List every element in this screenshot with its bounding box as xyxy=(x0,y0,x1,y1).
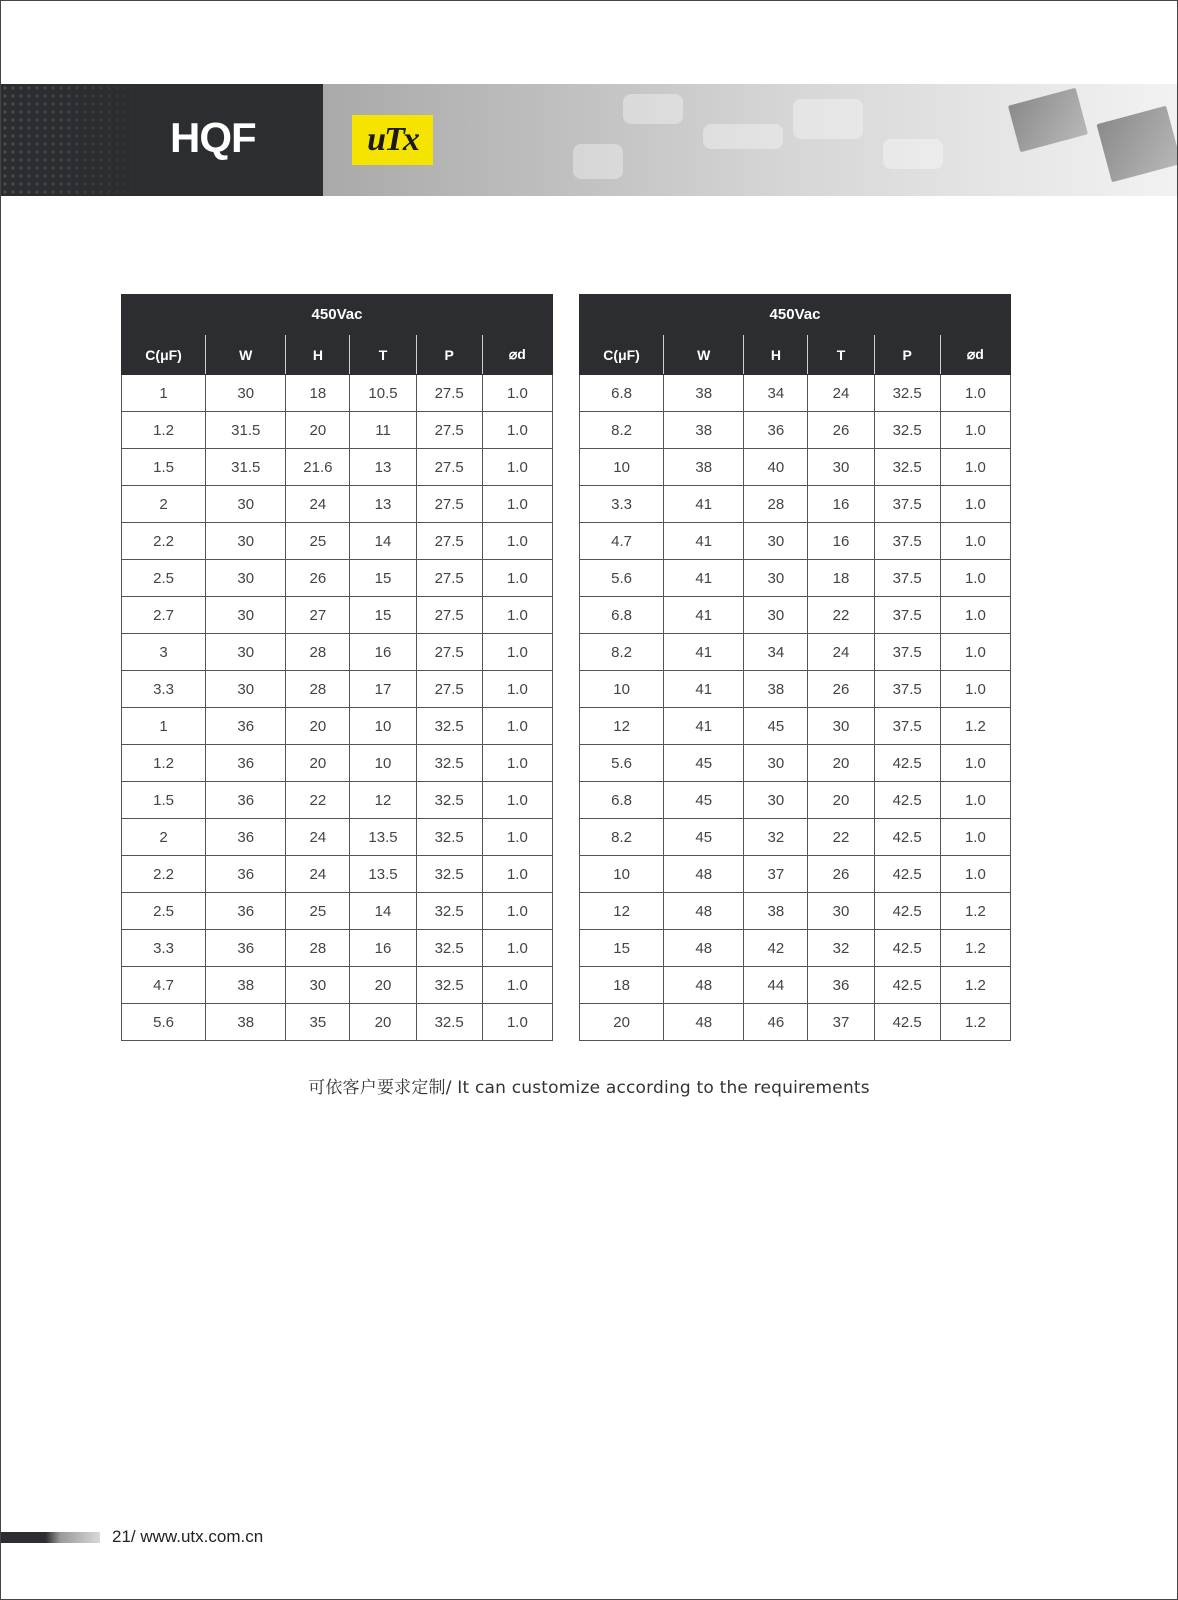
table-cell: 41 xyxy=(664,634,744,671)
table-cell: 11 xyxy=(350,412,416,449)
table-cell: 38 xyxy=(744,893,808,930)
table-cell: 13 xyxy=(350,449,416,486)
table-cell: 3.3 xyxy=(122,930,206,967)
spec-table-right xyxy=(579,294,1011,1041)
table-cell: 1.0 xyxy=(940,856,1010,893)
table-cell: 45 xyxy=(664,782,744,819)
table-cell: 2.2 xyxy=(122,523,206,560)
table-cell: 41 xyxy=(664,708,744,745)
table-cell: 4.7 xyxy=(580,523,664,560)
table-cell: 18 xyxy=(580,967,664,1004)
table-cell: 38 xyxy=(744,671,808,708)
table-row xyxy=(122,375,553,412)
table-cell: 24 xyxy=(808,375,874,412)
column-header-row xyxy=(122,335,553,375)
table-cell: 20 xyxy=(350,1004,416,1041)
table-cell: 1.0 xyxy=(482,412,552,449)
table-cell: 1.0 xyxy=(482,782,552,819)
table-cell: 30 xyxy=(286,967,350,1004)
table-cell: 16 xyxy=(350,634,416,671)
table-row xyxy=(122,856,553,893)
table-cell: 1.0 xyxy=(482,967,552,1004)
photo-blob xyxy=(623,94,683,124)
table-row xyxy=(122,893,553,930)
table-row xyxy=(122,560,553,597)
column-header: H xyxy=(744,335,808,375)
table-cell: 40 xyxy=(744,449,808,486)
table-cell: 1.0 xyxy=(482,930,552,967)
table-body xyxy=(122,375,553,1041)
table-row xyxy=(580,634,1011,671)
table-row xyxy=(580,449,1011,486)
table-cell: 48 xyxy=(664,930,744,967)
table-cell: 28 xyxy=(744,486,808,523)
table-cell: 10 xyxy=(350,708,416,745)
table-cell: 32.5 xyxy=(416,893,482,930)
table-cell: 1.0 xyxy=(940,782,1010,819)
table-cell: 32.5 xyxy=(416,930,482,967)
table-cell: 36 xyxy=(206,819,286,856)
table-cell: 1.2 xyxy=(122,412,206,449)
table-cell: 1.0 xyxy=(940,449,1010,486)
table-cell: 2 xyxy=(122,486,206,523)
table-cell: 37.5 xyxy=(874,708,940,745)
table-cell: 8.2 xyxy=(580,634,664,671)
table-cell: 36 xyxy=(744,412,808,449)
table-cell: 32.5 xyxy=(874,375,940,412)
table-row xyxy=(580,375,1011,412)
page-title: HQF xyxy=(170,114,256,161)
column-header: W xyxy=(206,335,286,375)
table-cell: 15 xyxy=(350,560,416,597)
table-cell: 30 xyxy=(206,597,286,634)
table-cell: 1.0 xyxy=(940,560,1010,597)
table-cell: 37.5 xyxy=(874,671,940,708)
table-cell: 42 xyxy=(744,930,808,967)
table-row xyxy=(580,597,1011,634)
column-header: W xyxy=(664,335,744,375)
footer-page-url: 21/ www.utx.com.cn xyxy=(112,1527,264,1546)
table-row xyxy=(580,967,1011,1004)
table-cell: 1.0 xyxy=(482,375,552,412)
column-header: P xyxy=(874,335,940,375)
column-header: C(μF) xyxy=(580,335,664,375)
column-header: C(μF) xyxy=(122,335,206,375)
table-row xyxy=(122,634,553,671)
table-cell: 37.5 xyxy=(874,597,940,634)
table-cell: 16 xyxy=(808,486,874,523)
table-cell: 18 xyxy=(286,375,350,412)
table-cell: 10 xyxy=(350,745,416,782)
table-cell: 42.5 xyxy=(874,893,940,930)
table-cell: 25 xyxy=(286,523,350,560)
table-cell: 20 xyxy=(286,412,350,449)
table-cell: 48 xyxy=(664,893,744,930)
table-cell: 36 xyxy=(206,708,286,745)
table-cell: 10.5 xyxy=(350,375,416,412)
table-cell: 27.5 xyxy=(416,634,482,671)
table-cell: 12 xyxy=(580,893,664,930)
table-row xyxy=(580,671,1011,708)
table-cell: 35 xyxy=(286,1004,350,1041)
table-cell: 26 xyxy=(808,412,874,449)
table-cell: 18 xyxy=(808,560,874,597)
table-cell: 30 xyxy=(808,893,874,930)
table-row xyxy=(580,930,1011,967)
table-cell: 30 xyxy=(808,449,874,486)
table-cell: 20 xyxy=(808,745,874,782)
table-cell: 30 xyxy=(744,745,808,782)
table-row xyxy=(122,930,553,967)
table-cell: 1.5 xyxy=(122,782,206,819)
table-cell: 30 xyxy=(744,523,808,560)
table-cell: 15 xyxy=(580,930,664,967)
table-cell: 5.6 xyxy=(122,1004,206,1041)
table-row xyxy=(580,1004,1011,1041)
table-cell: 17 xyxy=(350,671,416,708)
table-cell: 48 xyxy=(664,967,744,1004)
table-cell: 14 xyxy=(350,893,416,930)
table-cell: 32.5 xyxy=(874,449,940,486)
table-row xyxy=(122,523,553,560)
table-cell: 22 xyxy=(808,597,874,634)
column-header: H xyxy=(286,335,350,375)
table-cell: 25 xyxy=(286,893,350,930)
footer-bar xyxy=(1,1532,100,1543)
table-cell: 6.8 xyxy=(580,375,664,412)
capacitor-image xyxy=(1008,88,1088,152)
table-cell: 36 xyxy=(808,967,874,1004)
table-cell: 37 xyxy=(808,1004,874,1041)
table-cell: 30 xyxy=(744,782,808,819)
table-cell: 32 xyxy=(744,819,808,856)
table-cell: 20 xyxy=(808,782,874,819)
table-cell: 3 xyxy=(122,634,206,671)
table-cell: 12 xyxy=(580,708,664,745)
table-cell: 1.0 xyxy=(940,412,1010,449)
table-cell: 38 xyxy=(206,1004,286,1041)
table-cell: 1.2 xyxy=(940,893,1010,930)
table-cell: 24 xyxy=(286,486,350,523)
table-cell: 31.5 xyxy=(206,449,286,486)
table-cell: 34 xyxy=(744,634,808,671)
table-cell: 1.0 xyxy=(940,597,1010,634)
table-cell: 41 xyxy=(664,671,744,708)
table-cell: 36 xyxy=(206,856,286,893)
table-cell: 30 xyxy=(206,634,286,671)
table-row xyxy=(122,745,553,782)
table-cell: 22 xyxy=(286,782,350,819)
table-cell: 8.2 xyxy=(580,412,664,449)
table-cell: 45 xyxy=(664,745,744,782)
column-header: T xyxy=(808,335,874,375)
table-cell: 38 xyxy=(664,449,744,486)
table-cell: 4.7 xyxy=(122,967,206,1004)
table-cell: 36 xyxy=(206,930,286,967)
table-cell: 2 xyxy=(122,819,206,856)
header-banner xyxy=(1,84,1177,196)
table-cell: 20 xyxy=(350,967,416,1004)
table-cell: 34 xyxy=(744,375,808,412)
table-cell: 42.5 xyxy=(874,1004,940,1041)
table-cell: 42.5 xyxy=(874,856,940,893)
column-header-row xyxy=(580,335,1011,375)
column-header: ⌀d xyxy=(482,335,552,375)
table-cell: 12 xyxy=(350,782,416,819)
table-cell: 1.0 xyxy=(482,1004,552,1041)
table-cell: 30 xyxy=(744,560,808,597)
table-row xyxy=(122,819,553,856)
table-cell: 1.0 xyxy=(940,671,1010,708)
table-cell: 30 xyxy=(206,375,286,412)
table-cell: 31.5 xyxy=(206,412,286,449)
table-cell: 1.0 xyxy=(482,449,552,486)
banner-title-panel xyxy=(1,84,323,196)
table-cell: 30 xyxy=(744,597,808,634)
table-cell: 16 xyxy=(808,523,874,560)
table-row xyxy=(122,782,553,819)
table-cell: 27.5 xyxy=(416,412,482,449)
table-cell: 1.2 xyxy=(940,930,1010,967)
table-cell: 6.8 xyxy=(580,782,664,819)
table-cell: 5.6 xyxy=(580,745,664,782)
table-cell: 27.5 xyxy=(416,375,482,412)
table-cell: 41 xyxy=(664,597,744,634)
table-cell: 1.0 xyxy=(940,745,1010,782)
table-cell: 38 xyxy=(206,967,286,1004)
photo-blob xyxy=(703,124,783,149)
table-cell: 37.5 xyxy=(874,486,940,523)
capacitor-image xyxy=(1096,106,1177,183)
table-cell: 37.5 xyxy=(874,560,940,597)
table-row xyxy=(580,523,1011,560)
table-row xyxy=(122,708,553,745)
voltage-header: 450Vac xyxy=(580,295,1011,335)
table-cell: 13 xyxy=(350,486,416,523)
table-cell: 32.5 xyxy=(874,412,940,449)
column-header: ⌀d xyxy=(940,335,1010,375)
table-row xyxy=(580,486,1011,523)
table-cell: 5.6 xyxy=(580,560,664,597)
table-cell: 21.6 xyxy=(286,449,350,486)
table-cell: 27 xyxy=(286,597,350,634)
table-body xyxy=(580,375,1011,1041)
table-cell: 30 xyxy=(808,708,874,745)
table-row xyxy=(580,708,1011,745)
table-cell: 1.2 xyxy=(122,745,206,782)
table-cell: 2.7 xyxy=(122,597,206,634)
table-row xyxy=(122,486,553,523)
table-cell: 1.0 xyxy=(482,671,552,708)
table-cell: 1.0 xyxy=(482,523,552,560)
table-row xyxy=(122,412,553,449)
table-cell: 1.0 xyxy=(482,560,552,597)
table-cell: 24 xyxy=(286,819,350,856)
table-cell: 30 xyxy=(206,560,286,597)
table-cell: 16 xyxy=(350,930,416,967)
table-cell: 8.2 xyxy=(580,819,664,856)
spec-table-left xyxy=(121,294,553,1041)
halftone-pattern xyxy=(1,84,151,196)
table-cell: 44 xyxy=(744,967,808,1004)
table-cell: 38 xyxy=(664,412,744,449)
table-cell: 28 xyxy=(286,671,350,708)
table-cell: 37.5 xyxy=(874,634,940,671)
table-cell: 20 xyxy=(286,745,350,782)
column-header: P xyxy=(416,335,482,375)
table-cell: 1.5 xyxy=(122,449,206,486)
table-cell: 10 xyxy=(580,856,664,893)
table-cell: 46 xyxy=(744,1004,808,1041)
utx-logo: uTx xyxy=(352,115,433,165)
table-cell: 36 xyxy=(206,745,286,782)
table-cell: 32.5 xyxy=(416,1004,482,1041)
banner-photo xyxy=(323,84,1177,196)
table-cell: 45 xyxy=(744,708,808,745)
table-cell: 48 xyxy=(664,1004,744,1041)
table-cell: 3.3 xyxy=(580,486,664,523)
table-cell: 20 xyxy=(580,1004,664,1041)
table-cell: 22 xyxy=(808,819,874,856)
table-row xyxy=(580,893,1011,930)
table-cell: 1.0 xyxy=(482,486,552,523)
table-cell: 6.8 xyxy=(580,597,664,634)
table-cell: 3.3 xyxy=(122,671,206,708)
table-cell: 10 xyxy=(580,449,664,486)
table-cell: 32.5 xyxy=(416,745,482,782)
table-cell: 27.5 xyxy=(416,449,482,486)
table-cell: 26 xyxy=(808,671,874,708)
table-cell: 37 xyxy=(744,856,808,893)
table-cell: 13.5 xyxy=(350,856,416,893)
customization-note: 可依客户要求定制/ It can customize according to the requirements xyxy=(308,1078,870,1098)
photo-blob xyxy=(883,139,943,169)
table-row xyxy=(122,671,553,708)
column-header: T xyxy=(350,335,416,375)
table-cell: 36 xyxy=(206,782,286,819)
table-cell: 27.5 xyxy=(416,597,482,634)
table-cell: 20 xyxy=(286,708,350,745)
table-cell: 1.0 xyxy=(940,634,1010,671)
table-cell: 36 xyxy=(206,893,286,930)
table-row xyxy=(122,449,553,486)
table-row xyxy=(122,597,553,634)
table-cell: 1.2 xyxy=(940,967,1010,1004)
table-cell: 27.5 xyxy=(416,671,482,708)
table-cell: 1.0 xyxy=(482,634,552,671)
table-cell: 1.0 xyxy=(482,597,552,634)
table-cell: 24 xyxy=(286,856,350,893)
table-cell: 1.2 xyxy=(940,708,1010,745)
table-cell: 32.5 xyxy=(416,782,482,819)
table-cell: 27.5 xyxy=(416,523,482,560)
table-cell: 27.5 xyxy=(416,486,482,523)
photo-blob xyxy=(793,99,863,139)
table-cell: 14 xyxy=(350,523,416,560)
table-cell: 1.0 xyxy=(940,486,1010,523)
table-cell: 27.5 xyxy=(416,560,482,597)
table-cell: 28 xyxy=(286,930,350,967)
table-row xyxy=(580,412,1011,449)
table-row xyxy=(580,745,1011,782)
table-cell: 1.0 xyxy=(940,523,1010,560)
table-cell: 41 xyxy=(664,523,744,560)
table-cell: 32.5 xyxy=(416,819,482,856)
photo-blob xyxy=(573,144,623,179)
table-cell: 42.5 xyxy=(874,930,940,967)
table-cell: 38 xyxy=(664,375,744,412)
table-cell: 32.5 xyxy=(416,967,482,1004)
table-cell: 1.0 xyxy=(482,708,552,745)
table-cell: 37.5 xyxy=(874,523,940,560)
table-cell: 1 xyxy=(122,375,206,412)
table-cell: 30 xyxy=(206,486,286,523)
table-cell: 1.0 xyxy=(482,856,552,893)
table-cell: 32 xyxy=(808,930,874,967)
table-cell: 30 xyxy=(206,523,286,560)
table-cell: 28 xyxy=(286,634,350,671)
table-cell: 1.0 xyxy=(482,745,552,782)
table-cell: 45 xyxy=(664,819,744,856)
table-cell: 41 xyxy=(664,560,744,597)
table-cell: 32.5 xyxy=(416,708,482,745)
table-row xyxy=(580,560,1011,597)
table-cell: 42.5 xyxy=(874,967,940,1004)
table-cell: 13.5 xyxy=(350,819,416,856)
table-row xyxy=(580,782,1011,819)
table-cell: 1.0 xyxy=(482,819,552,856)
table-cell: 15 xyxy=(350,597,416,634)
table-row xyxy=(580,856,1011,893)
table-cell: 41 xyxy=(664,486,744,523)
table-cell: 42.5 xyxy=(874,819,940,856)
table-cell: 2.2 xyxy=(122,856,206,893)
table-cell: 24 xyxy=(808,634,874,671)
table-cell: 26 xyxy=(808,856,874,893)
table-cell: 30 xyxy=(206,671,286,708)
table-row xyxy=(122,967,553,1004)
table-cell: 1 xyxy=(122,708,206,745)
voltage-header: 450Vac xyxy=(122,295,553,335)
table-cell: 2.5 xyxy=(122,560,206,597)
table-cell: 48 xyxy=(664,856,744,893)
table-cell: 2.5 xyxy=(122,893,206,930)
table-cell: 1.0 xyxy=(940,375,1010,412)
table-cell: 1.0 xyxy=(940,819,1010,856)
table-cell: 1.0 xyxy=(482,893,552,930)
table-cell: 1.2 xyxy=(940,1004,1010,1041)
table-cell: 10 xyxy=(580,671,664,708)
table-row xyxy=(122,1004,553,1041)
table-row xyxy=(580,819,1011,856)
table-cell: 42.5 xyxy=(874,782,940,819)
table-cell: 42.5 xyxy=(874,745,940,782)
table-cell: 32.5 xyxy=(416,856,482,893)
table-cell: 26 xyxy=(286,560,350,597)
